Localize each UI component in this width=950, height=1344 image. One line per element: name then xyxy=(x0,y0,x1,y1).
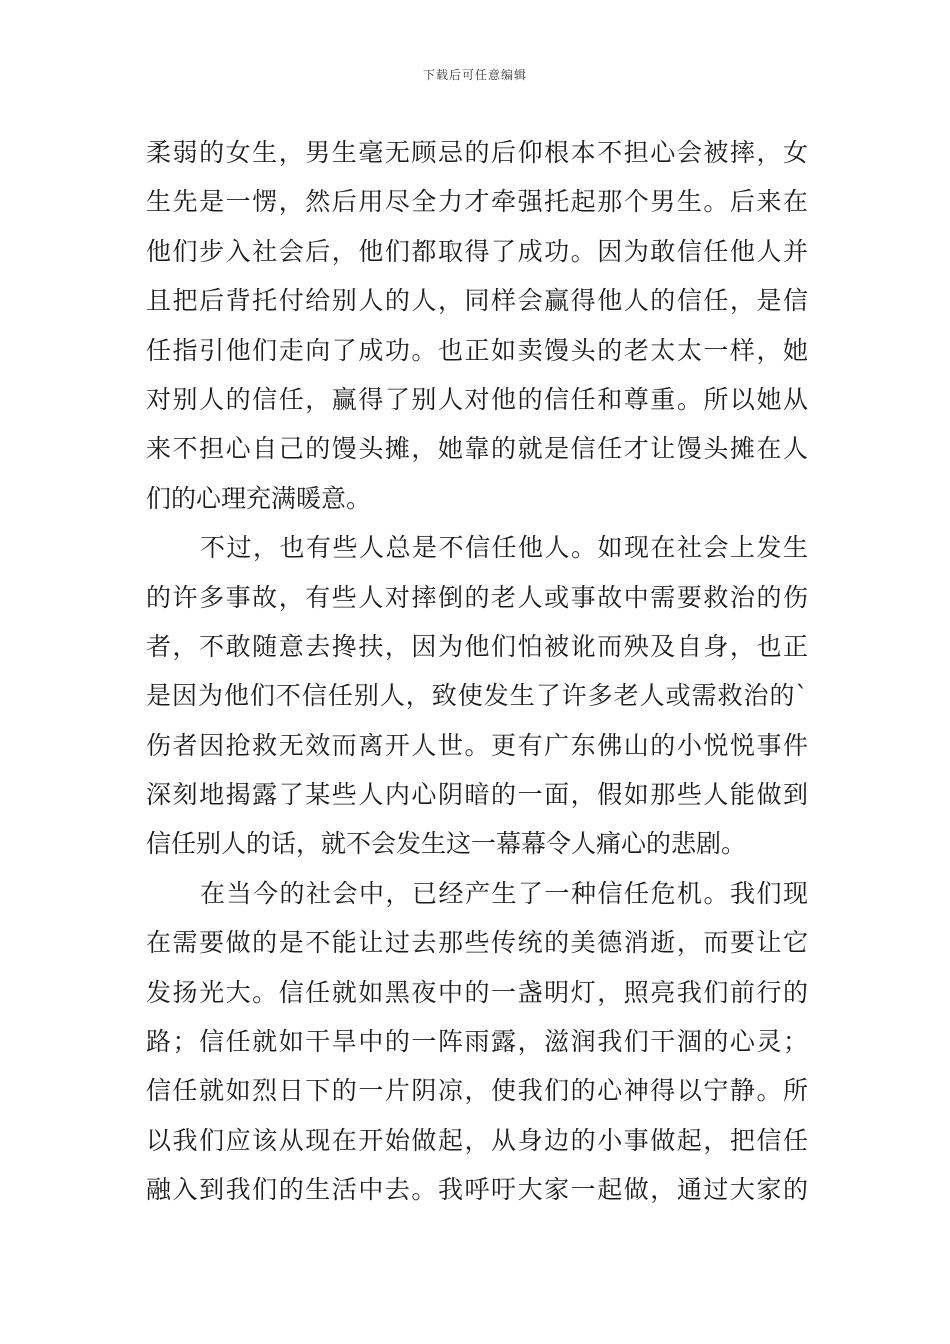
text-line: 柔弱的女生，男生毫无顾忌的后仰根本不担心会被摔，女 xyxy=(146,138,808,167)
text-line: 深刻地揭露了某些人内心阴暗的一面，假如那些人能做到 xyxy=(146,780,808,810)
text-line: 们的心理充满暖意。 xyxy=(146,483,372,513)
paragraph-3 xyxy=(146,869,808,1215)
document-body xyxy=(146,128,808,1215)
paragraph-1 xyxy=(146,128,808,523)
page-header: 下载后可任意编辑 xyxy=(422,68,527,82)
text-line: 的许多事故，有些人对摔倒的老人或事故中需要救治的伤 xyxy=(146,582,808,612)
text-line: 伤者因抢救无效而离开人世。更有广东佛山的小悦悦事件 xyxy=(146,730,808,760)
text-line: 路；信任就如干旱中的一阵雨露，滋润我们干涸的心灵； xyxy=(146,1027,808,1057)
text-line: 来不担心自己的馒头摊，她靠的就是信任才让馒头摊在人 xyxy=(146,434,808,464)
text-line: 且把后背托付给别人的人，同样会赢得他人的信任，是信 xyxy=(146,286,808,316)
text-line: 对别人的信任，赢得了别人对他的信任和尊重。所以她从 xyxy=(146,384,808,414)
text-line: 融入到我们的生活中去。我呼吁大家一起做，通过大家的 xyxy=(146,1175,808,1205)
text-line: 生先是一愣，然后用尽全力才牵强托起那个男生。后来在 xyxy=(146,187,808,217)
text-line: 在当今的社会中，已经产生了一种信任危机。我们现 xyxy=(200,878,808,908)
text-line: 在需要做的是不能让过去那些传统的美德消逝，而要让它 xyxy=(146,928,808,958)
text-line: 发扬光大。信任就如黑夜中的一盏明灯，照亮我们前行的 xyxy=(146,977,808,1007)
text-line: 他们步入社会后，他们都取得了成功。因为敢信任他人并 xyxy=(146,236,808,266)
paragraph-2 xyxy=(146,523,808,869)
text-line: 是因为他们不信任别人，致使发生了许多老人或需救治的` xyxy=(146,681,808,711)
text-line: 任指引他们走向了成功。也正如卖馒头的老太太一样，她 xyxy=(146,335,808,365)
text-line: 信任别人的话，就不会发生这一幕幕令人痛心的悲剧。 xyxy=(146,829,747,859)
text-line: 信任就如烈日下的一片阴凉，使我们的心神得以宁静。所 xyxy=(146,1076,808,1106)
text-line: 以我们应该从现在开始做起，从身边的小事做起，把信任 xyxy=(146,1125,808,1155)
text-line: 不过，也有些人总是不信任他人。如现在社会上发生 xyxy=(200,533,808,563)
text-line: 者，不敢随意去搀扶，因为他们怕被讹而殃及自身，也正 xyxy=(146,631,808,661)
